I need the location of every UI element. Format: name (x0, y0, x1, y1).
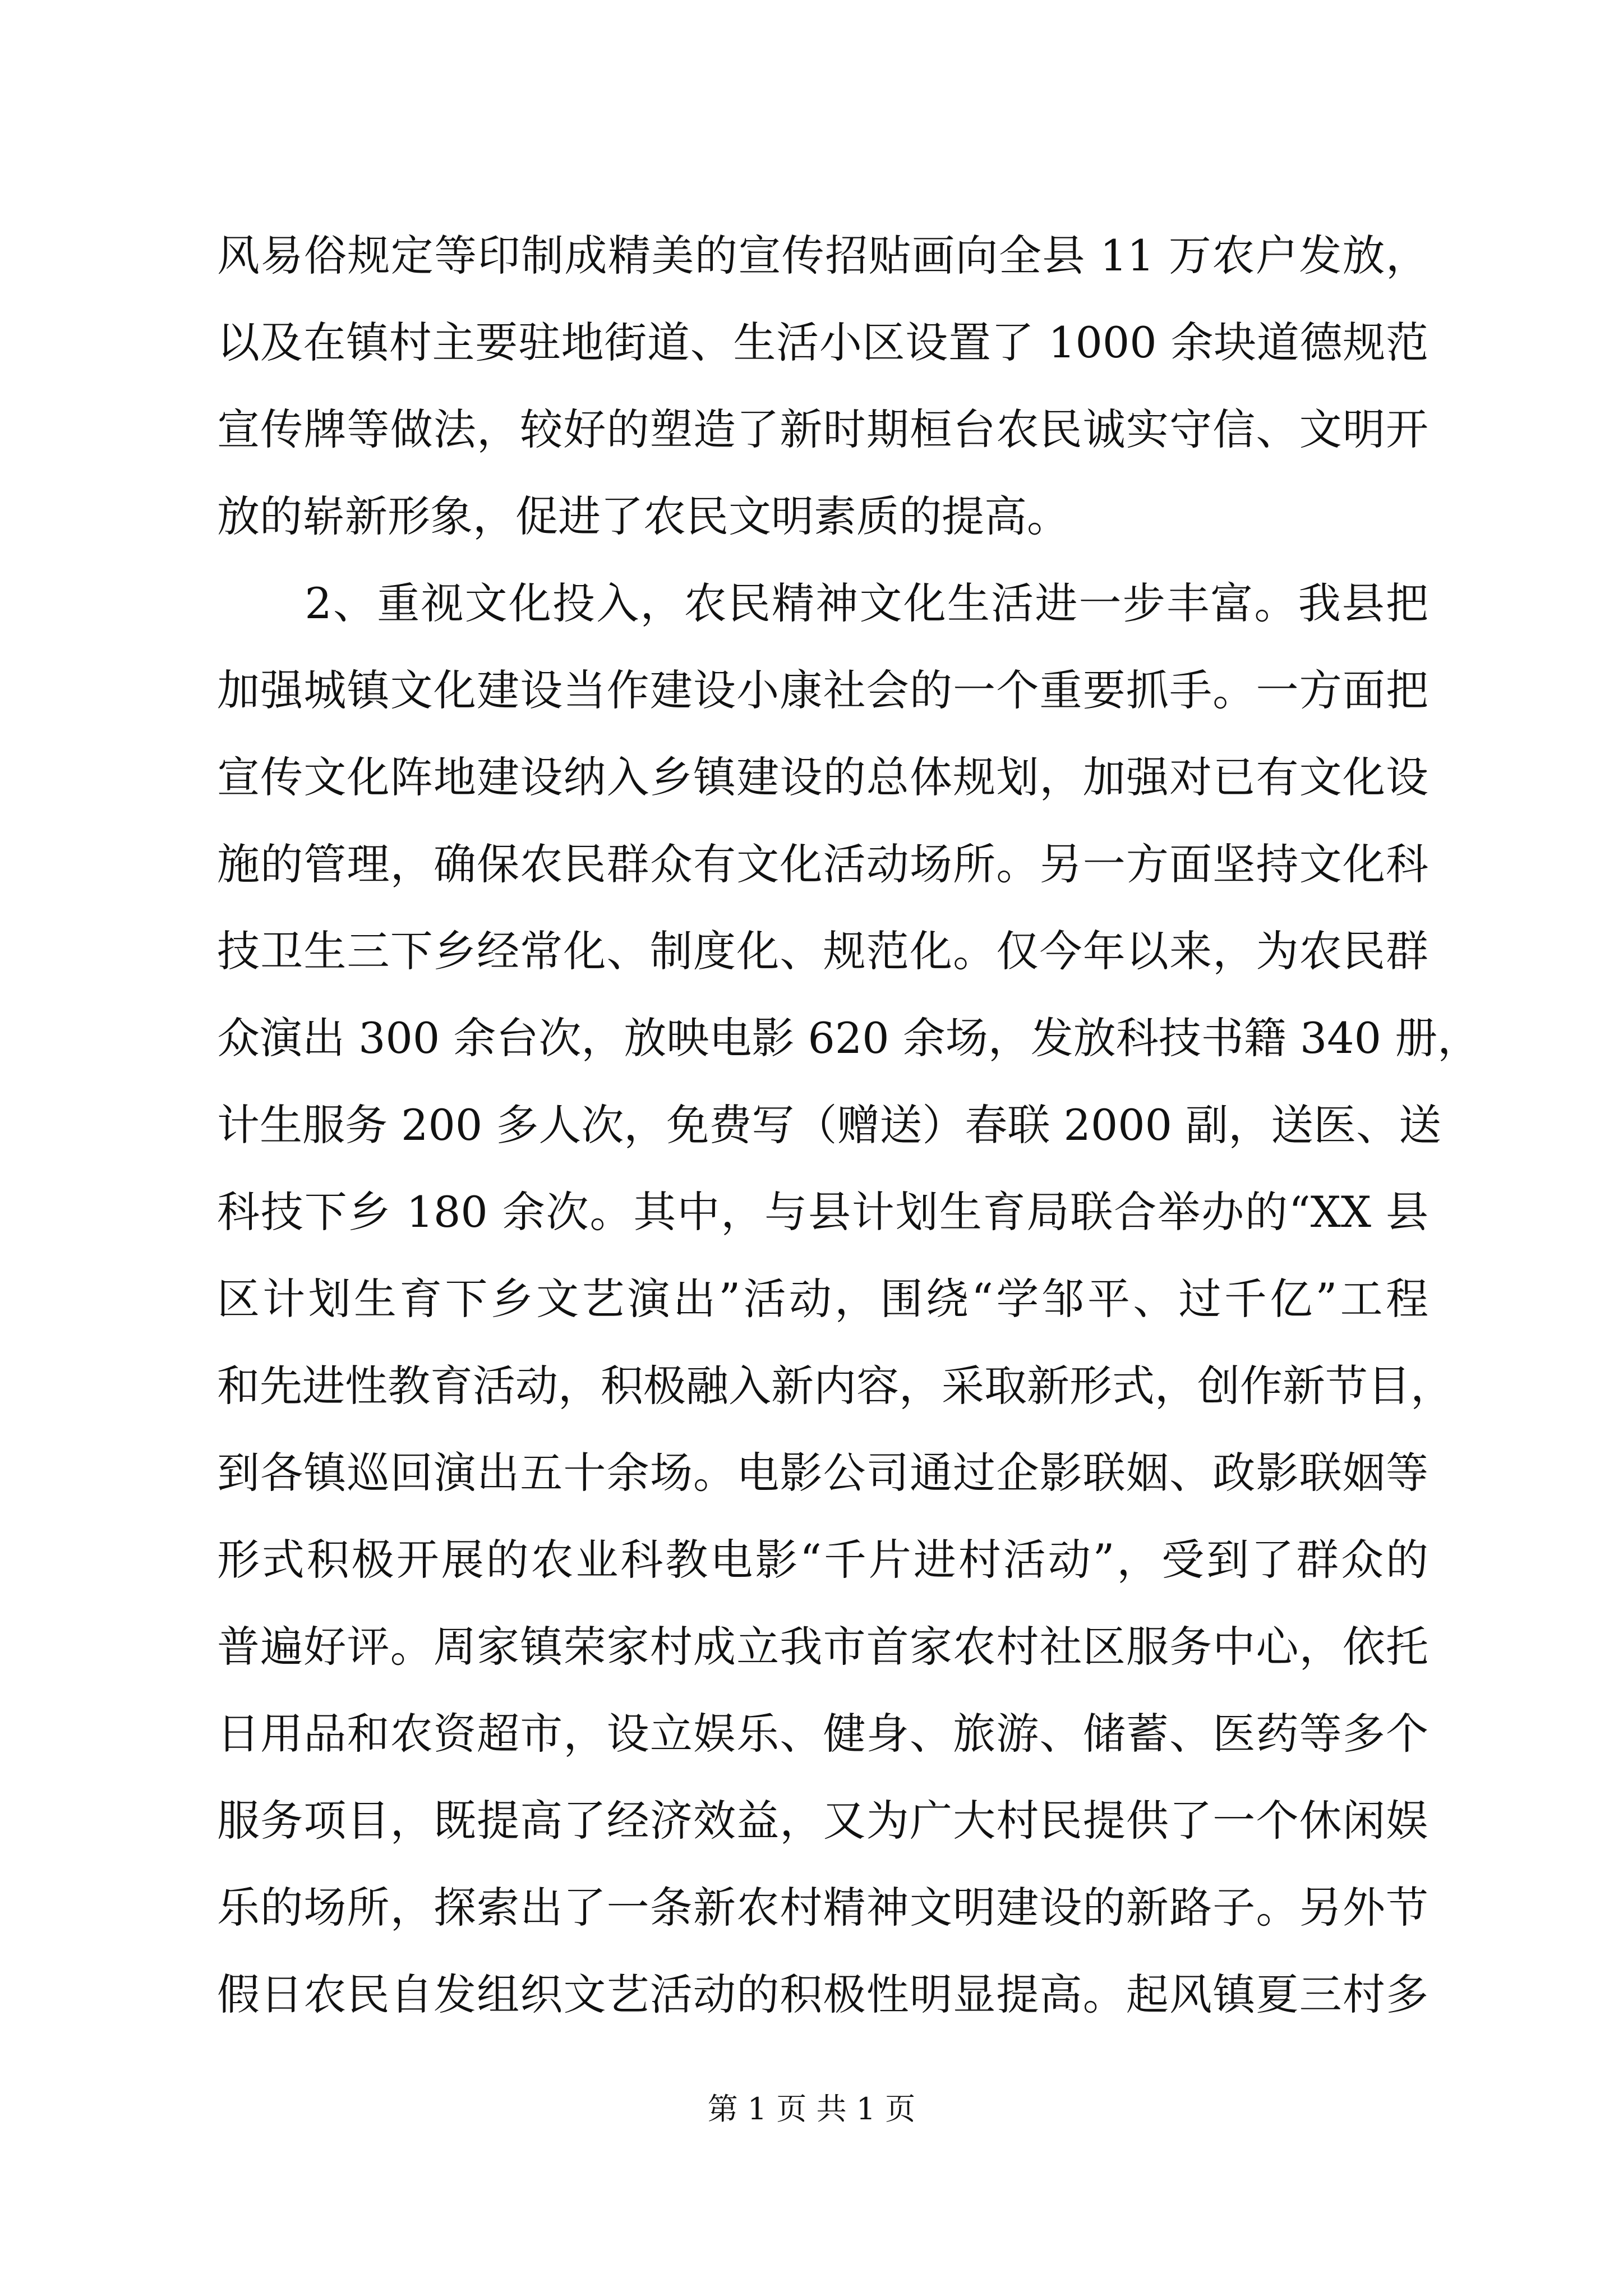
text-line: 以及在镇村主要驻地街道、生活小区设置了 1000 余块道德规范 (217, 318, 1428, 367)
text-line: 科技下乡 180 余次。其中，与县计划生育局联合举办的“XX 县 (217, 1187, 1428, 1237)
text-line: 2、重视文化投入，农民精神文化生活进一步丰富。我县把 (217, 578, 1428, 628)
body-text (217, 212, 1481, 2038)
text-line: 形式积极开展的农业科教电影“千片进村活动”，受到了群众的 (217, 1535, 1428, 1585)
page-footer: 第 1 页 共 1 页 (707, 2091, 916, 2127)
text-line: 风易俗规定等印制成精美的宣传招贴画向全县 11 万农户发放， (217, 231, 1428, 280)
text-line: 服务项目，既提高了经济效益，又为广大村民提供了一个休闲娱 (217, 1796, 1428, 1846)
text-line: 日用品和农资超市，设立娱乐、健身、旅游、储蓄、医药等多个 (217, 1709, 1428, 1759)
text-line: 假日农民自发组织文艺活动的积极性明显提高。起风镇夏三村多 (217, 1970, 1428, 2019)
text-line: 乐的场所，探索出了一条新农村精神文明建设的新路子。另外节 (217, 1883, 1428, 1932)
text-line: 区计划生育下乡文艺演出”活动，围绕“学邹平、过千亿”工程 (217, 1274, 1428, 1324)
text-line: 宣传文化阵地建设纳入乡镇建设的总体规划，加强对已有文化设 (217, 752, 1428, 802)
text-line: 普遍好评。周家镇荣家村成立我市首家农村社区服务中心，依托 (217, 1622, 1428, 1672)
text-line: 计生服务 200 多人次，免费写（赠送）春联 2000 副，送医、送 (217, 1100, 1442, 1150)
text-line: 宣传牌等做法，较好的塑造了新时期桓台农民诚实守信、文明开 (217, 404, 1428, 454)
text-line: 加强城镇文化建设当作建设小康社会的一个重要抓手。一方面把 (217, 665, 1428, 715)
text-line: 众演出 300 余台次，放映电影 620 余场，发放科技书籍 340 册， (217, 1013, 1481, 1063)
text-line: 施的管理，确保农民群众有文化活动场所。另一方面坚持文化科 (217, 839, 1428, 889)
text-line: 技卫生三下乡经常化、制度化、规范化。仅今年以来，为农民群 (217, 926, 1428, 976)
text-line: 到各镇巡回演出五十余场。电影公司通过企影联姻、政影联姻等 (217, 1448, 1428, 1498)
text-line: 和先进性教育活动，积极融入新内容，采取新形式，创作新节目， (217, 1361, 1453, 1411)
text-line: 放的崭新形象，促进了农民文明素质的提高。 (217, 491, 1069, 541)
